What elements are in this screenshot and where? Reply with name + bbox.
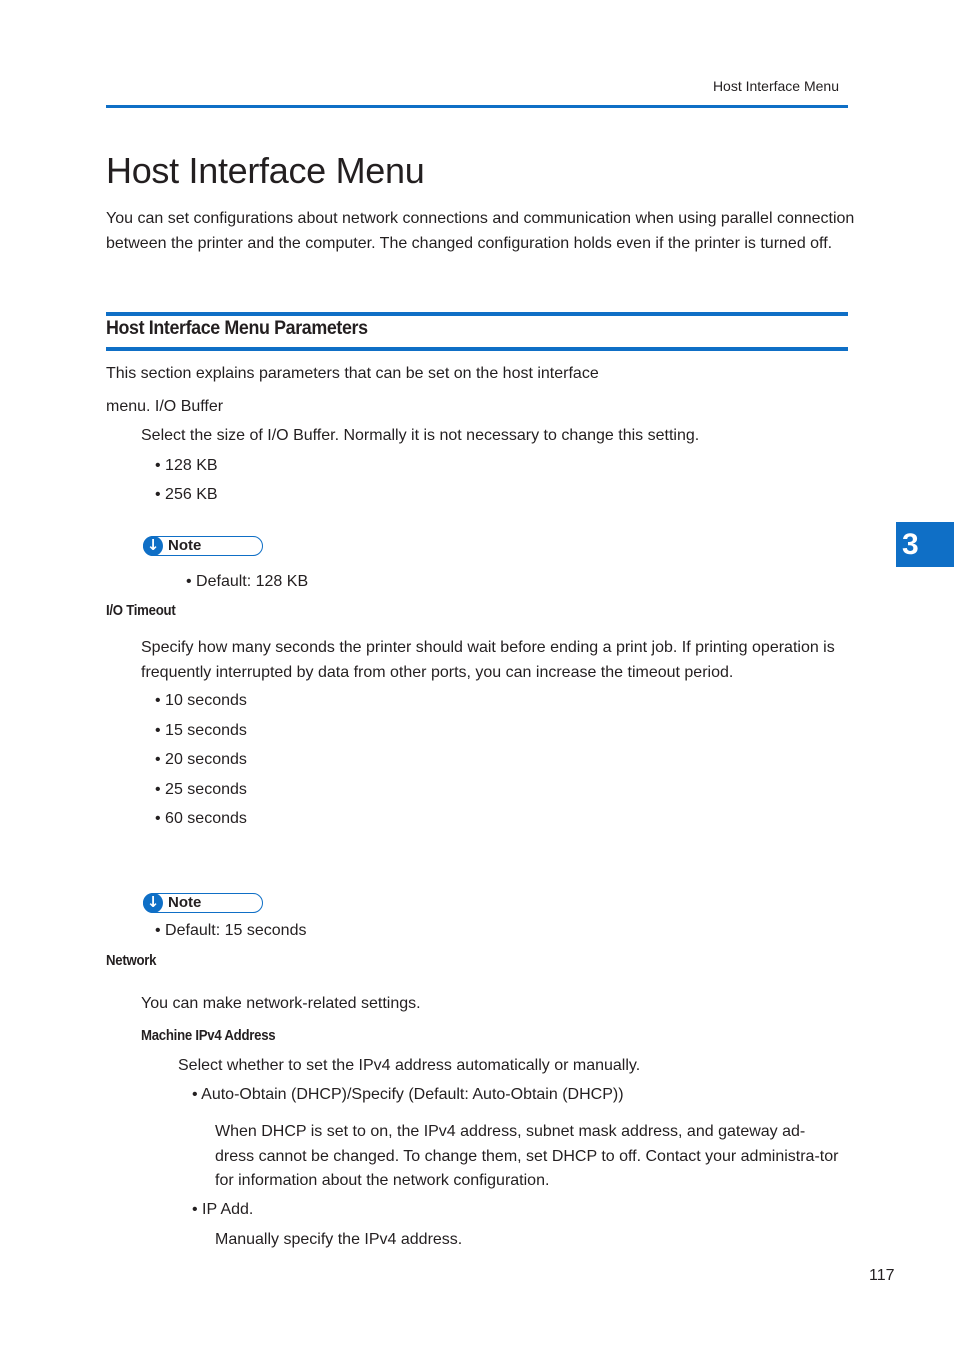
ip-add-detail: Manually specify the IPv4 address. bbox=[215, 1231, 463, 1248]
list-item: • 20 seconds bbox=[155, 751, 247, 768]
list-item: • 128 KB bbox=[155, 457, 218, 474]
note-label: Note bbox=[168, 537, 202, 554]
page-title: Host Interface Menu bbox=[106, 150, 425, 191]
running-header: Host Interface Menu bbox=[712, 78, 839, 94]
note-badge bbox=[143, 536, 263, 556]
list-item: • 10 seconds bbox=[155, 692, 247, 709]
list-item: • 60 seconds bbox=[155, 810, 247, 827]
header-rule bbox=[106, 105, 848, 108]
note-label: Note bbox=[168, 894, 202, 911]
section-rule-bottom bbox=[106, 347, 848, 351]
ipv4-heading: Machine IPv4 Address bbox=[141, 1027, 276, 1044]
section-title: Host Interface Menu Parameters bbox=[106, 318, 368, 339]
io-buffer-default: • Default: 128 KB bbox=[186, 573, 309, 590]
list-item: • 15 seconds bbox=[155, 722, 247, 739]
note-badge bbox=[143, 893, 263, 913]
io-timeout-heading: I/O Timeout bbox=[106, 602, 176, 619]
list-item: • IP Add. bbox=[192, 1201, 254, 1218]
page-number: 117 bbox=[869, 1267, 895, 1284]
network-heading: Network bbox=[106, 952, 157, 969]
intro-paragraph: You can set configurations about network connections and communication when using parallel connection between the printer and the computer. The changed configuration holds even if the printer is turned off. bbox=[106, 210, 855, 252]
chapter-tab: 3 bbox=[896, 522, 954, 567]
io-buffer-description: Select the size of I/O Buffer. Normally it is not necessary to change this setting. bbox=[141, 427, 700, 444]
network-description: You can make network-related settings. bbox=[141, 995, 421, 1012]
io-timeout-description: Specify how many seconds the printer should wait before ending a print job. If printing operation is frequently interrupted by data from other ports, you can increase the timeout period. bbox=[141, 639, 835, 681]
down-arrow-icon: ↓ bbox=[143, 536, 163, 556]
ipv4-description: Select whether to set the IPv4 address automatically or manually. bbox=[178, 1057, 641, 1074]
list-item: • Auto-Obtain (DHCP)/Specify (Default: Auto-Obtain (DHCP)) bbox=[192, 1086, 624, 1103]
section-intro-line1: This section explains parameters that can be set on the host interface bbox=[106, 365, 599, 382]
section-intro-line2: menu. I/O Buffer bbox=[106, 398, 224, 415]
list-item: • 25 seconds bbox=[155, 781, 247, 798]
list-item: • 256 KB bbox=[155, 486, 218, 503]
down-arrow-icon: ↓ bbox=[143, 893, 163, 913]
dhcp-detail: When DHCP is set to on, the IPv4 address, subnet mask address, and gateway ad-dress cannot be changed. To change them, set DHCP to off. Contact your administra-tor for information about the network configuration. bbox=[215, 1123, 839, 1189]
io-timeout-default: • Default: 15 seconds bbox=[155, 922, 307, 939]
section-rule-top bbox=[106, 312, 848, 316]
